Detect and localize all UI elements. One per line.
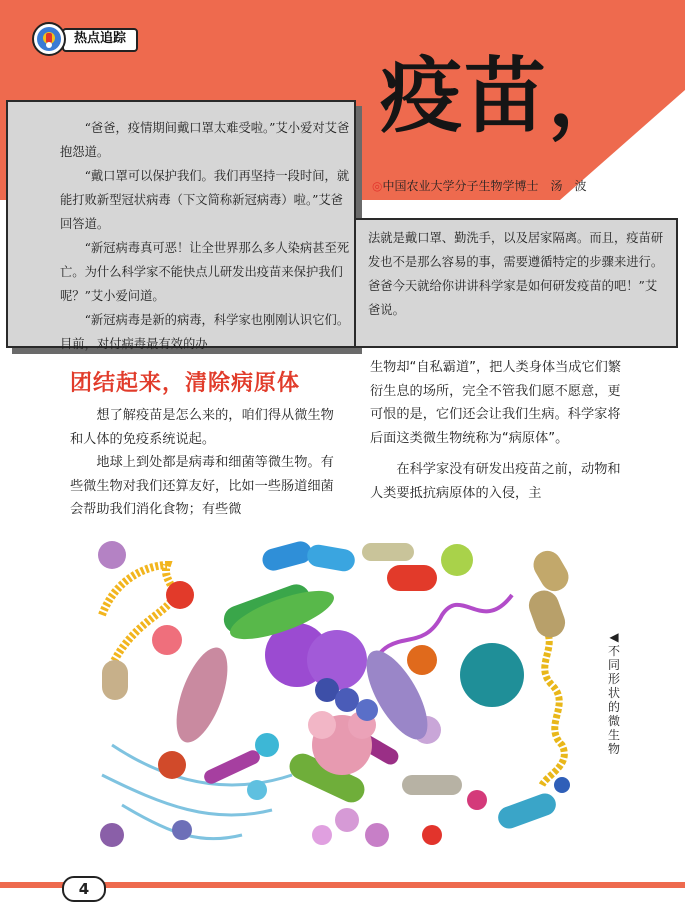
quote-paragraph: “爸爸，疫情期间戴口罩太难受啦。”艾小爱对艾爸抱怨道。 xyxy=(60,121,350,159)
body-paragraph: 生物却“自私霸道”，把人类身体当成它们繁衍生息的场所，完全不管我们愿不愿意，更可恨的是，它们还会让我们生病。科学家将后面这类微生物统称为“病原体”。 xyxy=(370,360,622,446)
magazine-logo-icon xyxy=(32,22,66,56)
intro-quote-left xyxy=(60,116,350,356)
author-line xyxy=(372,177,587,194)
quote-paragraph: “新冠病毒是新的病毒，科学家也刚刚认识它们。目前，对付病毒最有效的办 xyxy=(60,313,350,351)
body-paragraph: 想了解疫苗是怎么来的，咱们得从微生物和人体的免疫系统说起。 xyxy=(70,408,334,447)
author-name: 中国农业大学分子生物学博士 汤 波 xyxy=(382,179,587,193)
quote-paragraph: 法就是戴口罩、勤洗手，以及居家隔离。而且，疫苗研发也不是那么容易的事，需要遵循特定的步骤来进行。爸爸今天就给你讲讲科学家是如何研发疫苗的吧！”艾爸说。 xyxy=(368,231,664,317)
page-title: 疫苗， xyxy=(380,49,633,144)
author-marker: ◎ xyxy=(372,179,383,193)
page-number: 4 xyxy=(62,876,106,902)
column-tag: 热点追踪 xyxy=(62,28,138,52)
body-column-left xyxy=(70,404,345,522)
body-column-right xyxy=(370,356,632,505)
intro-quote-right xyxy=(368,226,668,322)
body-paragraph: 地球上到处都是病毒和细菌等微生物。有些微生物对我们还算友好，比如一些肠道细菌会帮助我们消化食物；有些微 xyxy=(70,455,334,517)
column-badge xyxy=(32,22,142,48)
body-paragraph: 在科学家没有研发出疫苗之前，动物和人类要抵抗病原体的入侵，主 xyxy=(370,462,621,501)
quote-paragraph: “新冠病毒真可恶！让全世界那么多人染病甚至死亡。为什么科学家不能快点儿研发出疫苗来保护我们呢？”艾小爱问道。 xyxy=(60,241,350,303)
figure-caption: ◀不同形状的微生物 xyxy=(607,630,620,756)
section-heading: 团结起来，清除病原体 xyxy=(70,370,301,396)
microbes-illustration xyxy=(92,535,592,855)
quote-paragraph: “戴口罩可以保护我们。我们再坚持一段时间，就能打败新型冠状病毒（下文简称新冠病毒）啦。”艾爸回答道。 xyxy=(60,169,350,231)
